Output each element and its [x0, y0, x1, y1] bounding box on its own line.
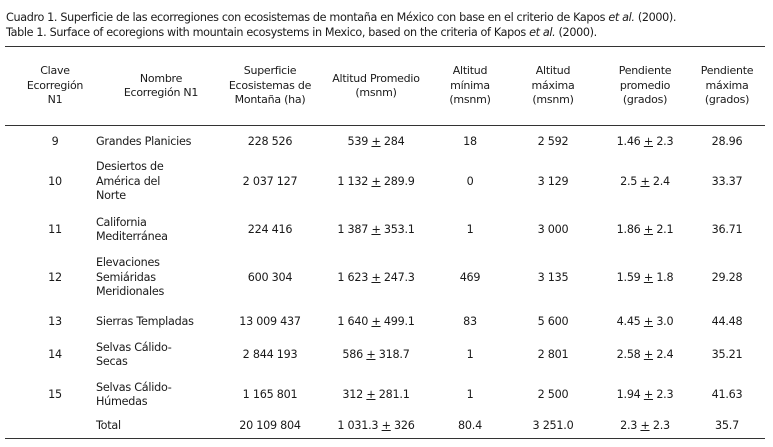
row-10-nombre [96, 160, 226, 203]
plus-minus-symbol: + [643, 347, 653, 361]
header-pendiente-maxima-line: (grados) [704, 93, 750, 107]
row-11-pendiente-promedio [598, 223, 692, 237]
header-clave-line: Clave [40, 64, 70, 78]
header-clave-line: N1 [47, 93, 63, 107]
row-13-superficie: 13 009 437 [239, 314, 301, 328]
row-10-altitud-promedio-mean: 1 132 [337, 174, 369, 188]
header-altitud-minima-line: Altitud [452, 64, 488, 78]
row-9-altitud-minima: 18 [463, 134, 477, 148]
row-10-altitud-minima: 0 [466, 174, 474, 188]
row-14-nombre [96, 341, 226, 370]
row-15-altitud-minima: 1 [466, 387, 474, 401]
bottom-rule [5, 438, 765, 439]
plus-minus-symbol: + [371, 174, 381, 188]
row-10-pendiente-promedio [598, 175, 692, 189]
row-12-nombre-line: Meridionales [96, 285, 165, 299]
total-altitud-promedio [322, 419, 430, 433]
header-nombre-line: Ecorregión N1 [123, 86, 199, 100]
header-clave [18, 64, 92, 108]
row-12-altitud-promedio-sd: 247.3 [383, 270, 415, 284]
plus-minus-symbol: + [643, 387, 653, 401]
plus-minus-symbol: + [371, 134, 381, 148]
header-pendiente-promedio-line: Pendiente [618, 64, 672, 78]
total-altitud-maxima: 3 251.0 [532, 418, 574, 432]
row-15-nombre [96, 381, 226, 410]
plus-minus-symbol: + [366, 347, 376, 361]
row-15-pendiente-maxima: 41.63 [711, 387, 743, 401]
row-9-pendiente-promedio [598, 135, 692, 149]
plus-minus-symbol: + [371, 270, 381, 284]
header-clave-line: Ecorregión [26, 78, 84, 92]
header-altitud-minima-line: mínima [450, 78, 490, 92]
row-12-pendiente-maxima: 29.28 [711, 270, 743, 284]
row-14-clave: 14 [48, 347, 62, 361]
row-15-superficie: 1 165 801 [242, 387, 298, 401]
row-13-nombre [96, 315, 226, 329]
header-altitud-maxima-line: máxima [531, 78, 575, 92]
header-altitud-minima-line: (msnm) [449, 93, 491, 107]
row-12-nombre-line: Semiáridas [96, 270, 156, 284]
plus-minus-symbol: + [640, 418, 650, 432]
row-13-pendiente-promedio [598, 315, 692, 329]
row-9-pendiente-promedio-mean: 1.46 [616, 134, 641, 148]
header-altitud-promedio-line: (msnm) [355, 86, 397, 100]
total-pendiente-promedio [598, 419, 692, 433]
header-altitud-promedio-line: Altitud Promedio [332, 71, 420, 85]
row-9-altitud-promedio-sd: 284 [383, 134, 405, 148]
row-14-pendiente-maxima: 35.21 [711, 347, 743, 361]
row-11-superficie: 224 416 [247, 222, 293, 236]
header-altitud-promedio [322, 72, 430, 101]
row-10-nombre-line: América del [96, 174, 161, 188]
header-rule [5, 125, 765, 126]
row-11-nombre-line: Mediterránea [96, 230, 168, 243]
row-14-altitud-promedio-sd: 318.7 [378, 347, 410, 361]
plus-minus-symbol: + [643, 270, 653, 284]
row-11-pendiente-promedio-sd: 2.1 [656, 222, 674, 236]
row-10-superficie: 2 037 127 [242, 174, 298, 188]
row-12-nombre-line: Elevaciones [96, 256, 160, 270]
row-10-clave: 10 [48, 174, 62, 188]
header-altitud-maxima [508, 64, 598, 108]
row-15-pendiente-promedio-sd: 2.3 [656, 387, 674, 401]
row-9-altitud-maxima: 2 592 [537, 134, 569, 148]
row-9-altitud-promedio [322, 135, 430, 149]
plus-minus-symbol: + [371, 314, 381, 328]
plus-minus-symbol: + [643, 222, 653, 236]
row-9-superficie: 228 526 [247, 134, 293, 148]
header-pendiente-maxima-line: máxima [705, 78, 749, 92]
row-13-altitud-promedio-mean: 1 640 [337, 314, 369, 328]
row-11-altitud-minima: 1 [466, 222, 474, 236]
row-12-clave: 12 [48, 270, 62, 284]
row-11-nombre-line: California [96, 215, 147, 229]
header-altitud-maxima-line: (msnm) [532, 93, 574, 107]
row-14-pendiente-promedio-mean: 2.58 [616, 347, 641, 361]
total-altitud-minima: 80.4 [458, 418, 482, 432]
header-pendiente-maxima-line: Pendiente [700, 64, 754, 78]
plus-minus-symbol: + [366, 387, 376, 401]
row-9-pendiente-maxima: 28.96 [711, 134, 743, 148]
row-9-clave: 9 [51, 134, 59, 148]
row-10-altitud-promedio [322, 175, 430, 189]
row-11-clave: 11 [48, 222, 62, 236]
row-11-altitud-promedio-mean: 1 387 [337, 222, 369, 236]
row-9-pendiente-promedio-sd: 2.3 [656, 134, 674, 148]
row-13-altitud-minima: 83 [463, 314, 477, 328]
row-14-altitud-promedio-mean: 586 [342, 347, 364, 361]
row-15-nombre-line: Selvas Cálido- [96, 380, 172, 394]
row-13-pendiente-promedio-mean: 4.45 [616, 314, 641, 328]
total-pendiente-maxima: 35.7 [715, 418, 739, 432]
row-15-clave: 15 [48, 387, 62, 401]
plus-minus-symbol: + [643, 134, 653, 148]
row-14-superficie: 2 844 193 [242, 347, 298, 361]
header-altitud-minima [432, 64, 508, 108]
row-14-altitud-maxima: 2 801 [537, 347, 569, 361]
row-9-nombre-line: Grandes Planicies [96, 134, 192, 148]
row-10-altitud-promedio-sd: 289.9 [383, 174, 415, 188]
row-10-pendiente-promedio-mean: 2.5 [620, 174, 638, 188]
row-14-altitud-minima: 1 [466, 347, 474, 361]
row-11-pendiente-maxima: 36.71 [711, 222, 743, 236]
header-pendiente-promedio-line: promedio [619, 78, 671, 92]
row-14-altitud-promedio [322, 348, 430, 362]
row-15-altitud-promedio-sd: 281.1 [378, 387, 410, 401]
plus-minus-symbol: + [643, 314, 653, 328]
row-13-altitud-promedio-sd: 499.1 [383, 314, 415, 328]
row-12-pendiente-promedio [598, 271, 692, 285]
row-12-altitud-promedio [322, 271, 430, 285]
total-altitud-promedio-sd: 326 [394, 418, 415, 432]
row-15-pendiente-promedio [598, 388, 692, 402]
row-9-altitud-promedio-mean: 539 [347, 134, 369, 148]
total-altitud-promedio-mean: 1 031.3 [337, 418, 379, 432]
total-pendiente-promedio-mean: 2.3 [620, 418, 638, 432]
row-10-altitud-maxima: 3 129 [537, 174, 569, 188]
header-superficie-line: Ecosistemas de [228, 78, 312, 92]
row-12-pendiente-promedio-sd: 1.8 [656, 270, 674, 284]
row-10-nombre-line: Norte [96, 189, 126, 203]
row-13-altitud-promedio [322, 315, 430, 329]
header-nombre-line: Nombre [139, 71, 183, 85]
row-10-nombre-line: Desiertos de [96, 160, 164, 174]
row-14-nombre-line: Selvas Cálido- [96, 340, 172, 354]
header-pendiente-promedio [598, 64, 692, 108]
caption-spanish: Cuadro 1. Superficie de las ecorregiones con ecosistemas de montaña en México con base en el criterio de Kapos et al. (2000). [6, 11, 677, 24]
row-13-nombre-line: Sierras Templadas [96, 314, 194, 328]
table-caption [6, 10, 676, 40]
row-15-altitud-promedio-mean: 312 [342, 387, 364, 401]
row-11-nombre [96, 216, 226, 245]
row-15-pendiente-promedio-mean: 1.94 [616, 387, 641, 401]
row-14-nombre-line: Secas [96, 355, 128, 368]
row-14-pendiente-promedio [598, 348, 692, 362]
header-superficie [222, 64, 318, 108]
row-12-altitud-promedio-mean: 1 623 [337, 270, 369, 284]
total-superficie: 20 109 804 [239, 418, 301, 432]
plus-minus-symbol: + [371, 222, 381, 236]
row-12-altitud-maxima: 3 135 [537, 270, 569, 284]
row-15-nombre-line: Húmedas [96, 395, 148, 408]
row-12-nombre [96, 256, 226, 299]
row-12-altitud-minima: 469 [459, 270, 481, 284]
row-10-pendiente-promedio-sd: 2.4 [652, 174, 670, 188]
header-pendiente-maxima [692, 64, 762, 108]
row-11-altitud-promedio [322, 223, 430, 237]
plus-minus-symbol: + [640, 174, 650, 188]
row-11-altitud-maxima: 3 000 [537, 222, 569, 236]
header-nombre [96, 72, 226, 101]
row-14-pendiente-promedio-sd: 2.4 [656, 347, 674, 361]
caption-english: Table 1. Surface of ecoregions with mountain ecosystems in Mexico, based on the criteria of Kapos et al. (2000). [6, 26, 597, 39]
row-12-superficie: 600 304 [247, 270, 293, 284]
row-13-pendiente-maxima: 44.48 [711, 314, 743, 328]
row-11-pendiente-promedio-mean: 1.86 [616, 222, 641, 236]
header-superficie-line: Superficie [243, 64, 297, 78]
plus-minus-symbol: + [381, 418, 391, 432]
total-label: Total [96, 418, 121, 432]
header-superficie-line: Montaña (ha) [234, 93, 306, 107]
row-15-altitud-maxima: 2 500 [537, 387, 569, 401]
row-13-clave: 13 [48, 314, 62, 328]
row-10-pendiente-maxima: 33.37 [711, 174, 743, 188]
row-12-pendiente-promedio-mean: 1.59 [616, 270, 641, 284]
row-15-altitud-promedio [322, 388, 430, 402]
header-pendiente-promedio-line: (grados) [622, 93, 668, 107]
row-13-pendiente-promedio-sd: 3.0 [656, 314, 674, 328]
row-13-altitud-maxima: 5 600 [537, 314, 569, 328]
top-rule [5, 46, 765, 47]
row-11-altitud-promedio-sd: 353.1 [383, 222, 415, 236]
total-pendiente-promedio-sd: 2.3 [652, 418, 670, 432]
header-altitud-maxima-line: Altitud [535, 64, 571, 78]
row-9-nombre [96, 135, 226, 149]
